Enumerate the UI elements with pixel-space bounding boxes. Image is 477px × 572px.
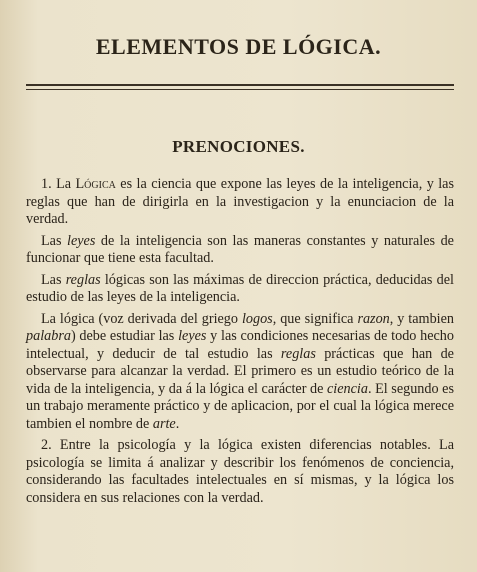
paragraph-5 bbox=[26, 437, 454, 507]
term-razon: razon bbox=[357, 310, 390, 327]
text-run: y las condiciones necesarias de todo hecho intelectual, y deducir de tal estudio las bbox=[26, 328, 454, 362]
paragraph-3 bbox=[26, 272, 454, 307]
text-run: 2. Entre la psicología y la lógica existen diferencias notables. La psicología se limita á analizar y describir los fenómenos de conciencia, considerando las facultades intelectuales en sí mismas, y la lógica los considera en sus relaciones con la verdad. bbox=[26, 437, 454, 506]
term-logos: logos bbox=[241, 310, 273, 327]
text-run: ) debe estudiar las bbox=[70, 328, 179, 344]
text-run: , y tambien bbox=[389, 310, 455, 327]
term-leyes: leyes bbox=[178, 328, 207, 344]
term-leyes: leyes bbox=[67, 232, 96, 249]
paragraph-4 bbox=[26, 311, 454, 434]
term-reglas: reglas bbox=[280, 345, 316, 362]
text-run: prácticas que han de observarse para alcanzar la verdad. El primero es un estudio teórico de la vida de la inteligencia, y da á la lógica el carácter de bbox=[26, 345, 454, 397]
header-rule-thick bbox=[26, 84, 454, 86]
paragraph-2 bbox=[26, 233, 454, 268]
term-reglas: reglas bbox=[65, 271, 101, 288]
text-run: La lógica (voz derivada del griego bbox=[41, 310, 242, 327]
section-title: PRENOCIONES. bbox=[172, 137, 305, 156]
text-run: 1. La bbox=[41, 176, 76, 192]
text-run: , que significa bbox=[272, 310, 358, 327]
running-title: ELEMENTOS DE LÓGICA. bbox=[95, 34, 382, 59]
text-run: de la inteligencia son las maneras constantes y naturales de funcionar que tiene esta facultad. bbox=[26, 232, 454, 266]
text-run: lógicas son las máximas de direccion práctica, deducidas del estudio de las leyes de la inteligencia. bbox=[26, 271, 454, 305]
body-text bbox=[26, 176, 454, 511]
text-run: Las bbox=[41, 232, 68, 249]
term-palabra: palabra bbox=[26, 328, 71, 344]
text-run: . El segundo es un trabajo meramente práctico y de aplicacion, por el cual la lógica merece tambien el nombre de bbox=[26, 380, 454, 432]
text-run: Las bbox=[41, 271, 66, 288]
term-ciencia: ciencia bbox=[327, 380, 368, 397]
term-logica: Lógica bbox=[75, 176, 116, 192]
header-rule-thin bbox=[26, 89, 454, 90]
paragraph-1 bbox=[26, 176, 454, 229]
text-run: . bbox=[175, 415, 180, 432]
term-arte: arte bbox=[152, 415, 176, 432]
text-run: es la ciencia que expone las leyes de la inteligencia, y las reglas que han de dirigirla en la investigacion y la enunciacion de la verdad. bbox=[26, 176, 454, 227]
